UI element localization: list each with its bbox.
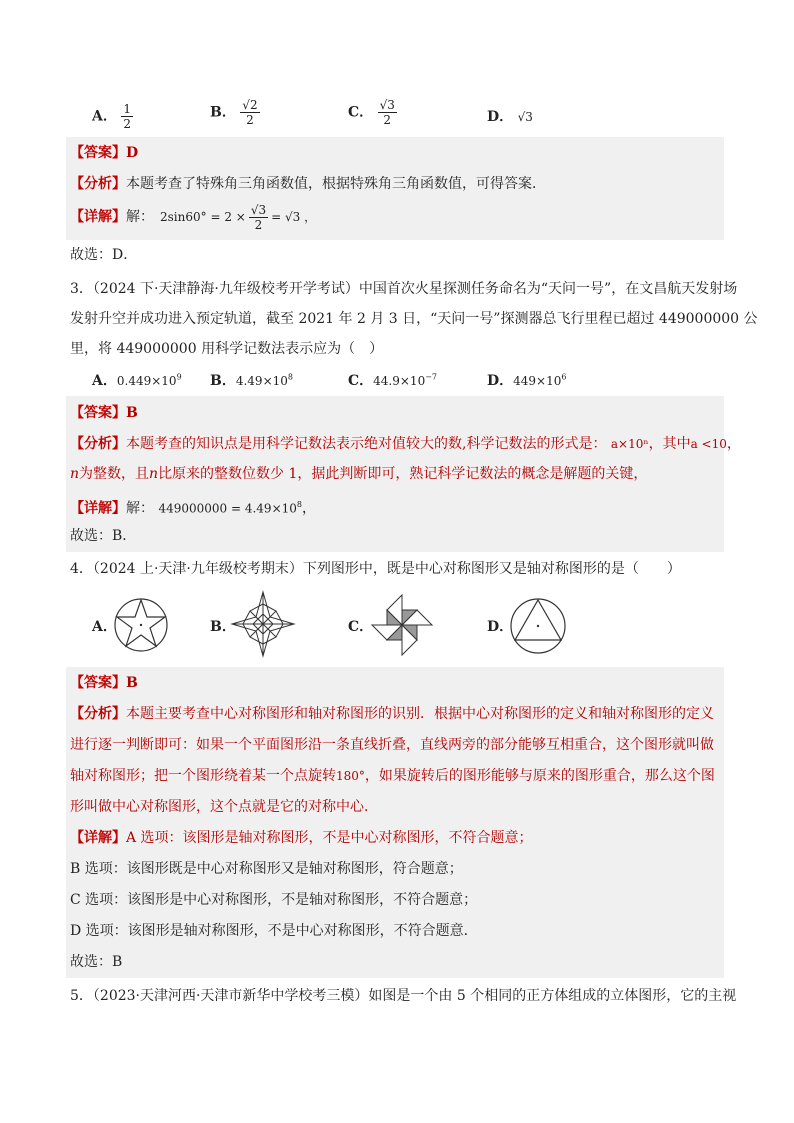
option-label: D． <box>487 109 514 125</box>
q2-option-d <box>487 106 533 126</box>
analysis-text: 本题考查的知识点是用科学记数法表示绝对值较大的数,科学记数法的形式是： <box>126 436 607 452</box>
exponent: 6 <box>561 372 567 382</box>
option-label: C． <box>348 104 374 121</box>
q2-option-a <box>92 102 133 131</box>
option-label: C． <box>348 373 374 389</box>
q4-detail-a <box>70 827 533 849</box>
numerator: √3 <box>379 98 395 112</box>
stem-text: 发射升空并成功进入预定轨道，截至 2021 年 2 月 3 日，“天问一号”探测器总飞行里程已超过 449000000 公 <box>70 311 758 327</box>
exponent: −7 <box>425 372 437 382</box>
formula: a <10 <box>690 437 727 451</box>
analysis-text: 本题主要考查中心对称图形和轴对称图形的识别．根据中心对称图形的定义和轴对称图形的定义 <box>126 706 714 722</box>
detail-text: A 选项：该图形是轴对称图形，不是中心对称图形，不符合题意； <box>126 830 533 846</box>
detail-prefix: 解： <box>126 500 154 517</box>
exponent: 9 <box>176 372 182 382</box>
detail-expression: 449000000 = 4.49×10 <box>158 501 297 516</box>
stem-text: 5．（2023·天津河西·天津市新华中学校考三模）如图是一个由 5 个相同的正方体组成的立体图形，它的主视 <box>70 988 737 1004</box>
q3-stem-line3 <box>70 338 383 360</box>
q4-figure-d-circle-triangle <box>508 597 568 655</box>
q4-figure-c-pinwheel <box>368 592 436 658</box>
numerator: √3 <box>250 202 267 217</box>
q3-choose <box>70 525 136 547</box>
stem-text: 3．（2024 下·天津静海·九年级校考开学考试）中国首次火星探测任务命名为“天问一号”，在文昌航天发射场 <box>70 281 738 297</box>
choose-text: 故选：B． <box>70 528 137 544</box>
denominator: 2 <box>383 113 392 127</box>
answer-tag: 【答案】 <box>70 405 126 421</box>
q4-detail-b <box>70 858 463 880</box>
answer-value: B <box>126 675 138 691</box>
numerator: √2 <box>242 98 258 112</box>
q5-stem <box>70 985 736 1007</box>
analysis-tag: 【分析】 <box>70 176 126 192</box>
option-label: B． <box>210 373 236 389</box>
choose-text: 故选：B <box>70 954 123 970</box>
q3-analysis-line2 <box>70 463 647 485</box>
option-value: 4.49×10 <box>235 374 288 388</box>
q4-analysis-line2 <box>70 734 714 756</box>
q4-detail-d <box>70 920 478 942</box>
q4-analysis-line3 <box>70 765 715 787</box>
denominator: 2 <box>254 217 263 232</box>
q2-analysis <box>70 173 546 195</box>
analysis-text: 进行逐一判断即可：如果一个平面图形沿一条直线折叠，直线两旁的部分能够互相重合，这个图形就叫做 <box>70 737 714 753</box>
fraction <box>121 102 133 131</box>
fraction <box>249 203 268 232</box>
answer-tag: 【答案】 <box>70 675 126 691</box>
detail-text: B 选项：该图形既是中心对称图形又是轴对称图形，符合题意； <box>70 861 463 877</box>
q4-answer <box>70 672 138 694</box>
numerator: 1 <box>123 102 131 116</box>
detail-text: D 选项：该图形是轴对称图形，不是中心对称图形，不符合题意． <box>70 923 478 939</box>
option-label: D． <box>487 373 514 389</box>
exponent: 8 <box>287 372 293 382</box>
detail-expression: 2sin60° = 2 × <box>160 210 246 224</box>
detail-tag: 【详解】 <box>70 830 126 846</box>
detail-prefix: 解： <box>126 209 154 225</box>
option-value: 44.9×10 <box>373 374 426 388</box>
analysis-text: 本题考查了特殊角三角函数值，根据特殊角三角函数值，可得答案． <box>126 176 546 192</box>
option-value: √3 <box>517 110 533 124</box>
fraction <box>240 98 259 127</box>
analysis-text: 比原来的整数位数少 1，据此判断即可，熟记科学记数法的概念是解题的关键， <box>158 466 648 482</box>
q3-detail <box>70 494 316 520</box>
answer-value: B <box>126 405 138 421</box>
formula: a×10ⁿ <box>610 437 649 451</box>
q4-choose <box>70 951 122 973</box>
q3-option-b <box>210 370 293 390</box>
stem-text: 4．（2024 上·天津·九年级校考期末）下列图形中，既是中心对称图形又是轴对称图形的是（ ） <box>70 561 681 577</box>
option-label: D． <box>487 619 514 635</box>
denominator: 2 <box>123 117 131 131</box>
analysis-text: ，如果旋转后的图形能够与原来的图形重合，那么这个图 <box>364 768 715 784</box>
q4-analysis-line4 <box>70 796 378 818</box>
option-value: 0.449×10 <box>116 374 177 388</box>
option-label: C． <box>348 619 374 635</box>
option-label: B． <box>210 619 236 635</box>
analysis-tag: 【分析】 <box>70 436 126 452</box>
variable: n <box>70 466 80 482</box>
analysis-text: 为整数，且 <box>79 466 150 482</box>
q2-answer <box>70 142 138 164</box>
q4-detail-c <box>70 889 477 911</box>
analysis-text: ，其中 <box>648 436 691 452</box>
detail-tag: 【详解】 <box>70 209 126 225</box>
q4-figure-b-compass-star <box>230 590 296 658</box>
q3-option-c <box>348 370 437 390</box>
option-label: B． <box>210 104 236 121</box>
q2-detail <box>70 200 316 234</box>
answer-tag: 【答案】 <box>70 145 126 161</box>
option-label: A． <box>92 619 117 635</box>
analysis-text: 形叫做中心对称图形，这个点就是它的对称中心． <box>70 799 378 815</box>
q2-option-b <box>210 98 260 127</box>
q4-stem <box>70 558 681 580</box>
detail-text: C 选项：该图形是中心对称图形，不是轴对称图形，不符合题意； <box>70 892 478 908</box>
q4-figure-a-circle-star <box>112 596 170 654</box>
q4-analysis-line1 <box>70 703 714 725</box>
analysis-text: 轴对称图形；把一个图形绕着某一个点旋转 <box>70 768 336 784</box>
option-value: 449×10 <box>513 374 562 388</box>
detail-result: = √3 ， <box>271 210 317 224</box>
q2-choose <box>70 244 137 266</box>
formula: 180° <box>336 769 365 783</box>
exponent: 8 <box>296 500 302 509</box>
q3-stem-line2 <box>70 308 758 330</box>
stem-text: 里，将 449000000 用科学记数法表示应为（ ） <box>70 341 384 357</box>
option-label: A． <box>92 373 117 389</box>
denominator: 2 <box>246 113 254 127</box>
q3-answer <box>70 402 138 424</box>
detail-suffix: ， <box>302 500 316 517</box>
choose-text: 故选：D． <box>70 247 138 263</box>
q3-option-d <box>487 370 566 390</box>
detail-tag: 【详解】 <box>70 500 126 517</box>
q3-stem-line1 <box>70 278 737 300</box>
analysis-tag: 【分析】 <box>70 706 126 722</box>
q3-analysis-line1: 【分析】本题考查的知识点是用科学记数法表示绝对值较大的数,科学记数法的形式是： a×10ⁿ，其中a <10， <box>70 436 741 452</box>
variable: n <box>149 466 159 482</box>
fraction <box>378 98 397 127</box>
q2-option-c <box>348 98 397 127</box>
answer-value: D <box>126 145 139 161</box>
option-label: A． <box>92 108 117 125</box>
q3-option-a <box>92 370 182 390</box>
